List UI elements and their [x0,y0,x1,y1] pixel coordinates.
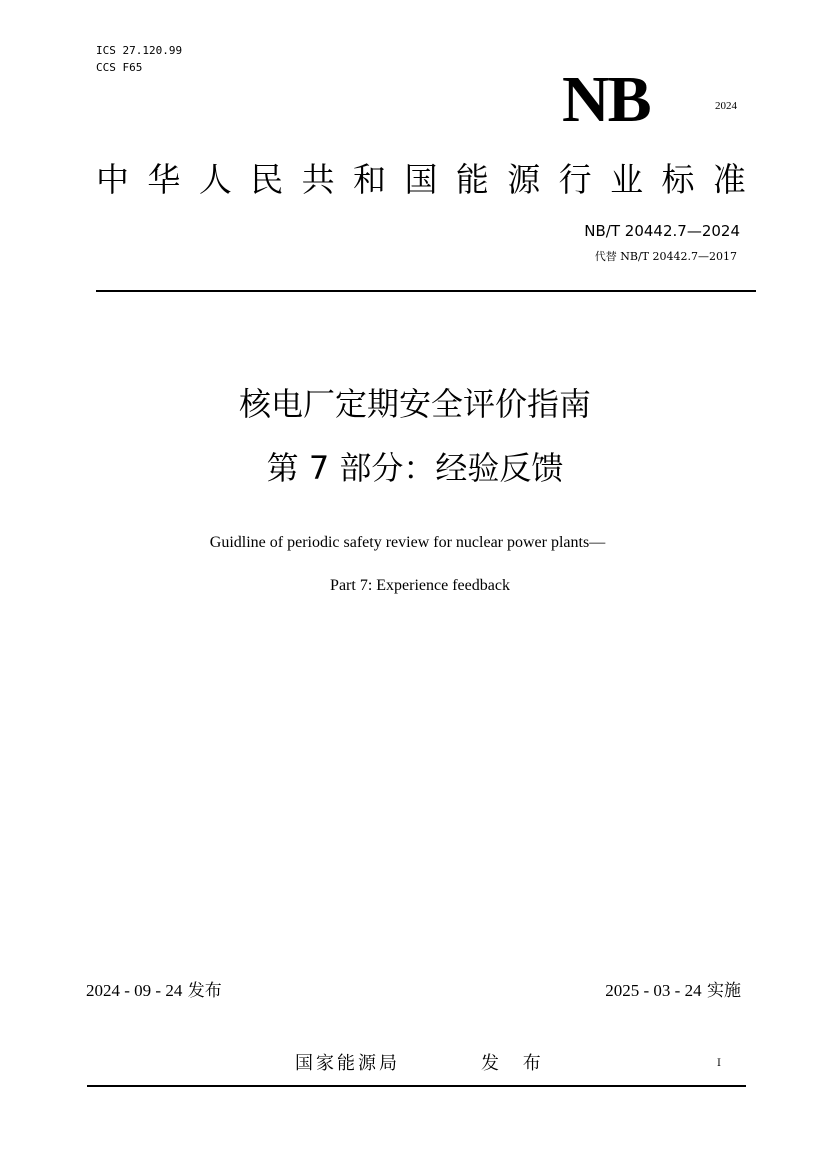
classification-codes [96,42,182,76]
org-char: 华 [147,160,181,199]
standard-number: NB/T 20442.7—2024 [584,222,740,240]
org-char: 标 [661,160,695,199]
issue-date-value: 2024 - 09 - 24 [86,981,183,1000]
document-title-part: 第 7 部分：经验反馈 [266,449,564,487]
org-char: 准 [712,160,746,199]
nb-logo [562,63,742,136]
org-char: 和 [353,160,387,199]
org-char: 业 [610,160,644,199]
org-char: 国 [404,160,438,199]
implementation-date [605,976,741,1001]
english-title-main: Guidline of periodic safety review for nuclear power plants— [209,534,606,551]
org-char: 民 [250,160,284,199]
publish-label: 发 布 [481,1053,550,1074]
nb-logo-year: 2024 [715,100,737,112]
implementation-date-label: 实施 [707,981,741,1001]
document-title-main: 核电厂定期安全评价指南 [238,385,591,423]
implementation-date-value: 2025 - 03 - 24 [605,981,702,1000]
bottom-divider [87,1085,746,1087]
org-char: 能 [455,160,489,199]
org-char: 人 [198,160,232,199]
organization-title [96,160,746,200]
org-char: 共 [301,160,335,199]
org-char: 源 [507,160,541,199]
issue-date-label: 发布 [187,981,222,1001]
ics-code: ICS 27.120.99 [96,44,183,57]
org-char: 行 [558,160,592,199]
ccs-code: CCS F65 [96,61,143,74]
replaces-standard: 代替 NB/T 20442.7—2017 [594,250,737,263]
english-title-part: Part 7: Experience feedback [330,577,510,594]
nb-logo-text: NB [562,63,650,136]
issue-date [86,976,222,1001]
issuing-authority: 国家能源局 [295,1053,400,1074]
page-number: I [717,1058,721,1069]
top-divider [96,290,756,292]
org-char: 中 [96,160,129,199]
